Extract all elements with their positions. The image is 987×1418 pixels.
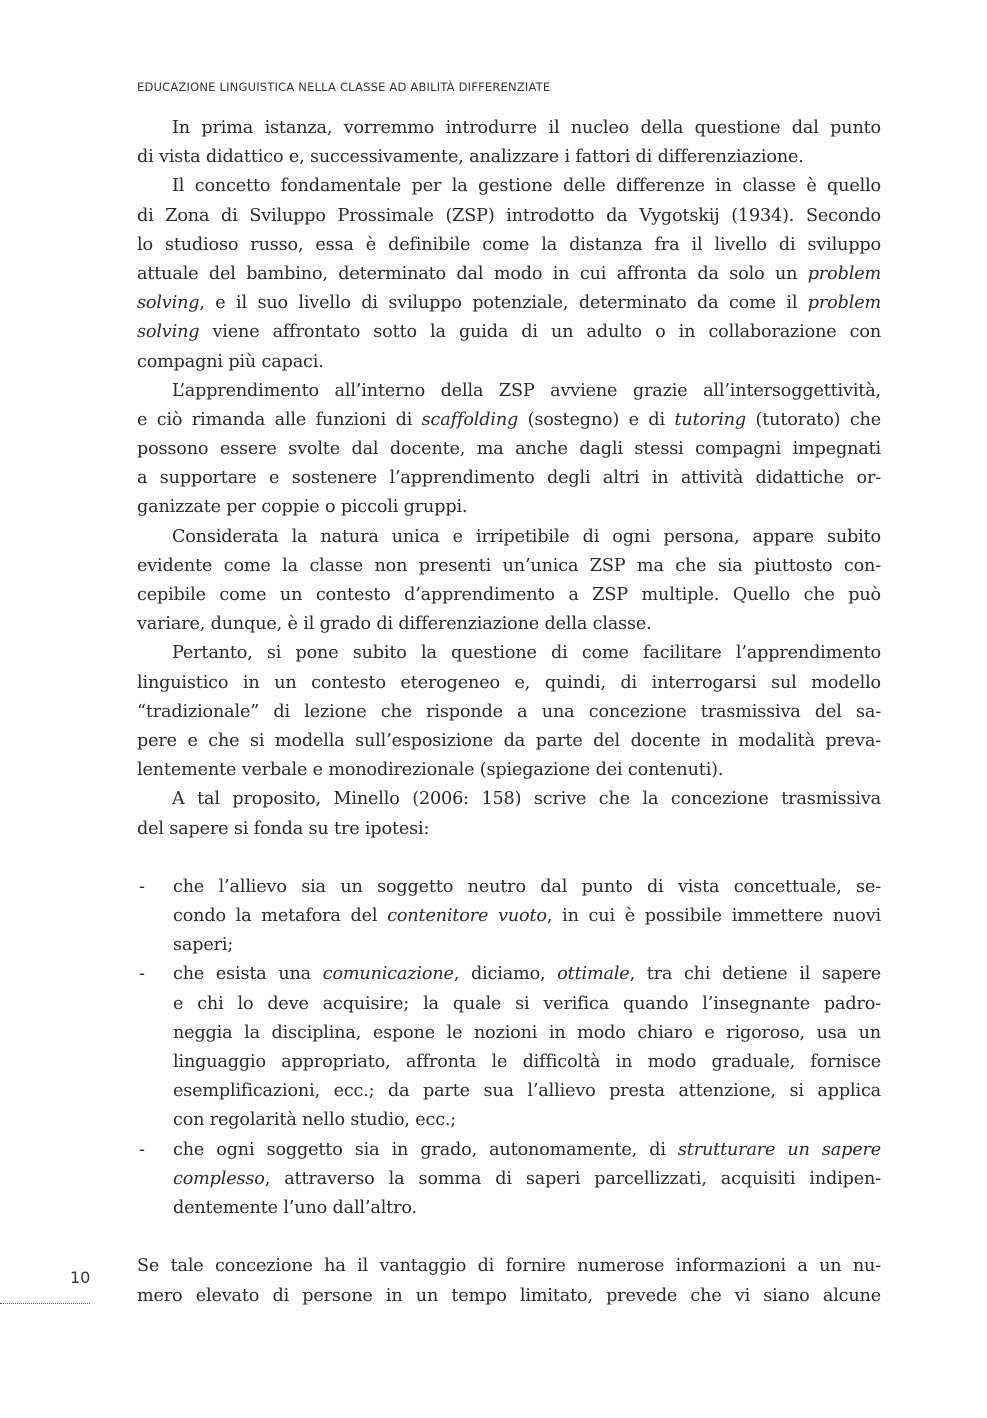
text-line: ganizzate per coppie o piccoli gruppi. — [137, 497, 468, 518]
text-line: mero elevato di persone in un tempo limitato, prevede che vi siano alcune — [137, 1285, 881, 1306]
text-line: complesso, attraverso la somma di saperi parcellizzati, acquisiti indipen- — [173, 1168, 881, 1189]
text-line: che ogni soggetto sia in grado, autonomamente, di strutturare un sapere — [173, 1139, 881, 1160]
text-line: a supportare e sostenere l’apprendimento degli altri in attività didattiche or- — [137, 468, 881, 489]
text-line: attuale del bambino, determinato dal modo in cui affronta da solo un problem — [137, 263, 881, 284]
paragraph — [137, 172, 881, 376]
text-line: “tradizionale” di lezione che risponde a una concezione trasmissiva del sa- — [137, 701, 881, 722]
text-line: solving viene affrontato sotto la guida di un adulto o in collaborazione con — [137, 322, 881, 343]
text-line: dentemente l’uno dall’altro. — [173, 1197, 417, 1218]
text-line: neggia la disciplina, espone le nozioni in modo chiaro e rigoroso, usa un — [173, 1022, 881, 1043]
text-line: Se tale concezione ha il vantaggio di fornire numerose informazioni a un nu- — [137, 1256, 881, 1277]
list-gap-bottom — [137, 1223, 881, 1252]
paragraph — [137, 114, 881, 172]
bulleted-list — [137, 873, 881, 1223]
text-line: Pertanto, si pone subito la questione di come facilitare l’apprendimento — [172, 643, 881, 664]
list-bullet: - — [139, 1139, 145, 1160]
closing-paragraph — [137, 1252, 881, 1310]
list-item — [137, 1136, 881, 1224]
text-line: Il concetto fondamentale per la gestione delle differenze in classe è quello — [172, 176, 881, 197]
text-line: lo studioso russo, essa è definibile come la distanza fra il livello di sviluppo — [137, 234, 881, 255]
text-line: solving, e il suo livello di sviluppo potenziale, determinato da come il problem — [137, 293, 881, 314]
paragraphs — [137, 114, 881, 844]
list-item — [137, 960, 881, 1135]
text-line: compagni più capaci. — [137, 351, 324, 372]
text-line: di vista didattico e, successivamente, analizzare i fattori di differenziazione. — [137, 147, 804, 168]
list-bullet: - — [139, 964, 145, 985]
list-bullet: - — [139, 876, 145, 897]
text-line: condo la metafora del contenitore vuoto, in cui è possibile immettere nuovi — [173, 906, 882, 927]
text-line: linguaggio appropriato, affronta le difficoltà in modo graduale, fornisce — [173, 1052, 881, 1072]
folio-dotted-rule — [0, 1303, 90, 1304]
text-line: A tal proposito, Minello (2006: 158) scrive che la concezione trasmissiva — [172, 789, 881, 810]
text-line: esemplificazioni, ecc.; da parte sua l’allievo presta attenzione, si applica — [173, 1081, 881, 1102]
paragraph — [137, 785, 881, 843]
paragraph — [137, 639, 881, 785]
text-line: Considerata la natura unica e irripetibile di ogni persona, appare subito — [172, 526, 881, 547]
text-line: e ciò rimanda alle funzioni di scaffolding (sostegno) e di tutoring (tutorato) che — [137, 409, 882, 430]
paragraph — [137, 523, 881, 640]
text-line: variare, dunque, è il grado di differenziazione della classe. — [137, 614, 652, 635]
text-line: pere e che si modella sull’esposizione da parte del docente in modalità preva- — [137, 730, 881, 751]
text-line: In prima istanza, vorremmo introdurre il nucleo della questione dal punto — [172, 118, 881, 138]
text-line: di Zona di Sviluppo Prossimale (ZSP) introdotto da Vygotskij (1934). Secondo — [137, 205, 881, 226]
text-line: lentemente verbale e monodirezionale (spiegazione dei contenuti). — [137, 760, 724, 781]
list-item — [137, 873, 881, 961]
text-line: cepibile come un contesto d’apprendimento a ZSP multiple. Quello che può — [137, 585, 881, 605]
paragraph — [137, 377, 881, 523]
running-head: EDUCAZIONE LINGUISTICA NELLA CLASSE AD ABILITÀ DIFFERENZIATE — [137, 80, 551, 94]
text-line: linguistico in un contesto eterogeneo e, quindi, di interrogarsi sul modello — [137, 672, 881, 693]
text-line: che l’allievo sia un soggetto neutro dal punto di vista concettuale, se- — [173, 876, 881, 897]
text-line: con regolarità nello studio, ecc.; — [173, 1110, 457, 1131]
body-text — [137, 114, 881, 1311]
text-line: L’apprendimento all’interno della ZSP avviene grazie all’intersoggettività, — [172, 380, 881, 401]
text-line: saperi; — [173, 935, 234, 956]
list-gap-top — [137, 844, 881, 873]
text-line: e chi lo deve acquisire; la quale si verifica quando l’insegnante padro- — [173, 993, 881, 1014]
page-number: 10 — [70, 1268, 91, 1287]
text-line: del sapere si fonda su tre ipotesi: — [137, 818, 430, 839]
text-line: che esista una comunicazione, diciamo, ottimale, tra chi detiene il sapere — [173, 964, 882, 985]
text-line: evidente come la classe non presenti un’unica ZSP ma che sia piuttosto con- — [137, 555, 881, 576]
text-line: possono essere svolte dal docente, ma anche dagli stessi compagni impegnati — [137, 439, 881, 460]
